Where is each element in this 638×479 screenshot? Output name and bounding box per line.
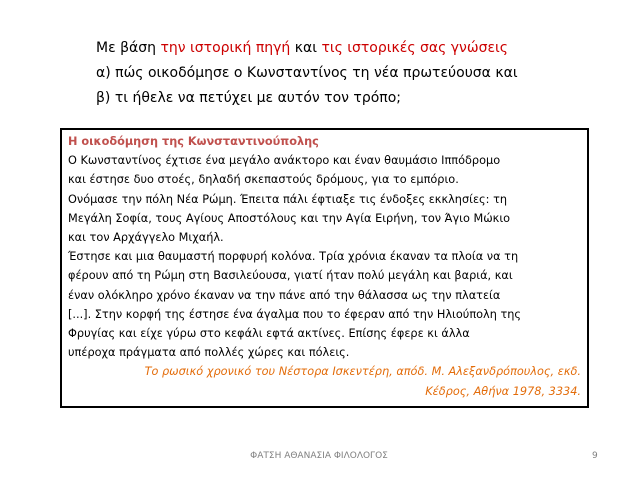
source-box	[60, 128, 589, 408]
question-block	[96, 36, 616, 111]
page-number: 9	[592, 451, 598, 461]
citation-line-2: Κέδρος, Αθήνα 1978, 3334.	[425, 384, 581, 398]
footer-author: ΦΑΤΣΗ ΑΘΑΝΑΣΙΑ ΦΙΛΟΛΟΓΟΣ	[250, 451, 388, 461]
highlight-historical-source: την ιστορική πηγή	[160, 40, 291, 56]
source-line: Μεγάλη Σοφία, τους Αγίους Αποστόλους και την Αγία Ειρήνη, τον Άγιο Μώκιο	[68, 211, 511, 225]
source-line: υπέροχα πράγματα από πολλές χώρες και πόλεις.	[68, 346, 350, 360]
question-line-3: β) τι ήθελε να πετύχει με αυτόν τον τρόπο;	[96, 90, 402, 106]
source-line: [...]. Στην κορφή της έστησε ένα άγαλμα που το έφεραν από την Ηλιούπολη της	[68, 307, 522, 321]
citation-line-1: Το ρωσικό χρονικό του Νέστορα Ισκεντέρη, απόδ. Μ. Αλεξανδρόπουλος, εκδ.	[144, 365, 581, 379]
question-line-2: α) πώς οικοδόμησε ο Κωνσταντίνος τη νέα πρωτεύουσα και	[96, 65, 518, 81]
source-line: Ο Κωνσταντίνος έχτισε ένα μεγάλο ανάκτορο και έναν θαυμάσιο Ιππόδρομο	[68, 154, 501, 168]
source-line: Φρυγίας και είχε γύρω στο κεφάλι εφτά ακτίνες. Επίσης έφερε κι άλλα	[68, 327, 470, 341]
source-line: και τον Αρχάγγελο Μιχαήλ.	[68, 231, 224, 245]
source-line: έναν ολόκληρο χρόνο έκαναν να την πάνε από την θάλασσα ως την πλατεία	[68, 288, 501, 302]
source-line: και έστησε δυο στοές, δηλαδή σκεπαστούς δρόμους, για το εμπόριο.	[68, 173, 459, 187]
source-line: φέρουν από τη Ρώμη στη Βασιλεύουσα, γιατί ήταν πολύ μεγάλη και βαριά, και	[68, 269, 513, 283]
source-line: Έστησε και μια θαυμαστή πορφυρή κολόνα. Τρία χρόνια έκαναν τα πλοία να τη	[68, 250, 519, 264]
source-line: Ονόμασε την πόλη Νέα Ρώμη. Έπειτα πάλι έφτιαξε τις ένδοξες εκκλησίες: τη	[68, 192, 508, 206]
question-line-1	[96, 36, 616, 61]
highlight-historical-knowledge: τις ιστορικές σας γνώσεις	[321, 40, 508, 56]
question-text: Με βάση	[96, 40, 161, 56]
question-text: και	[290, 40, 322, 56]
source-title: Η οικοδόμηση της Κωνσταντινούπολης	[68, 135, 319, 148]
